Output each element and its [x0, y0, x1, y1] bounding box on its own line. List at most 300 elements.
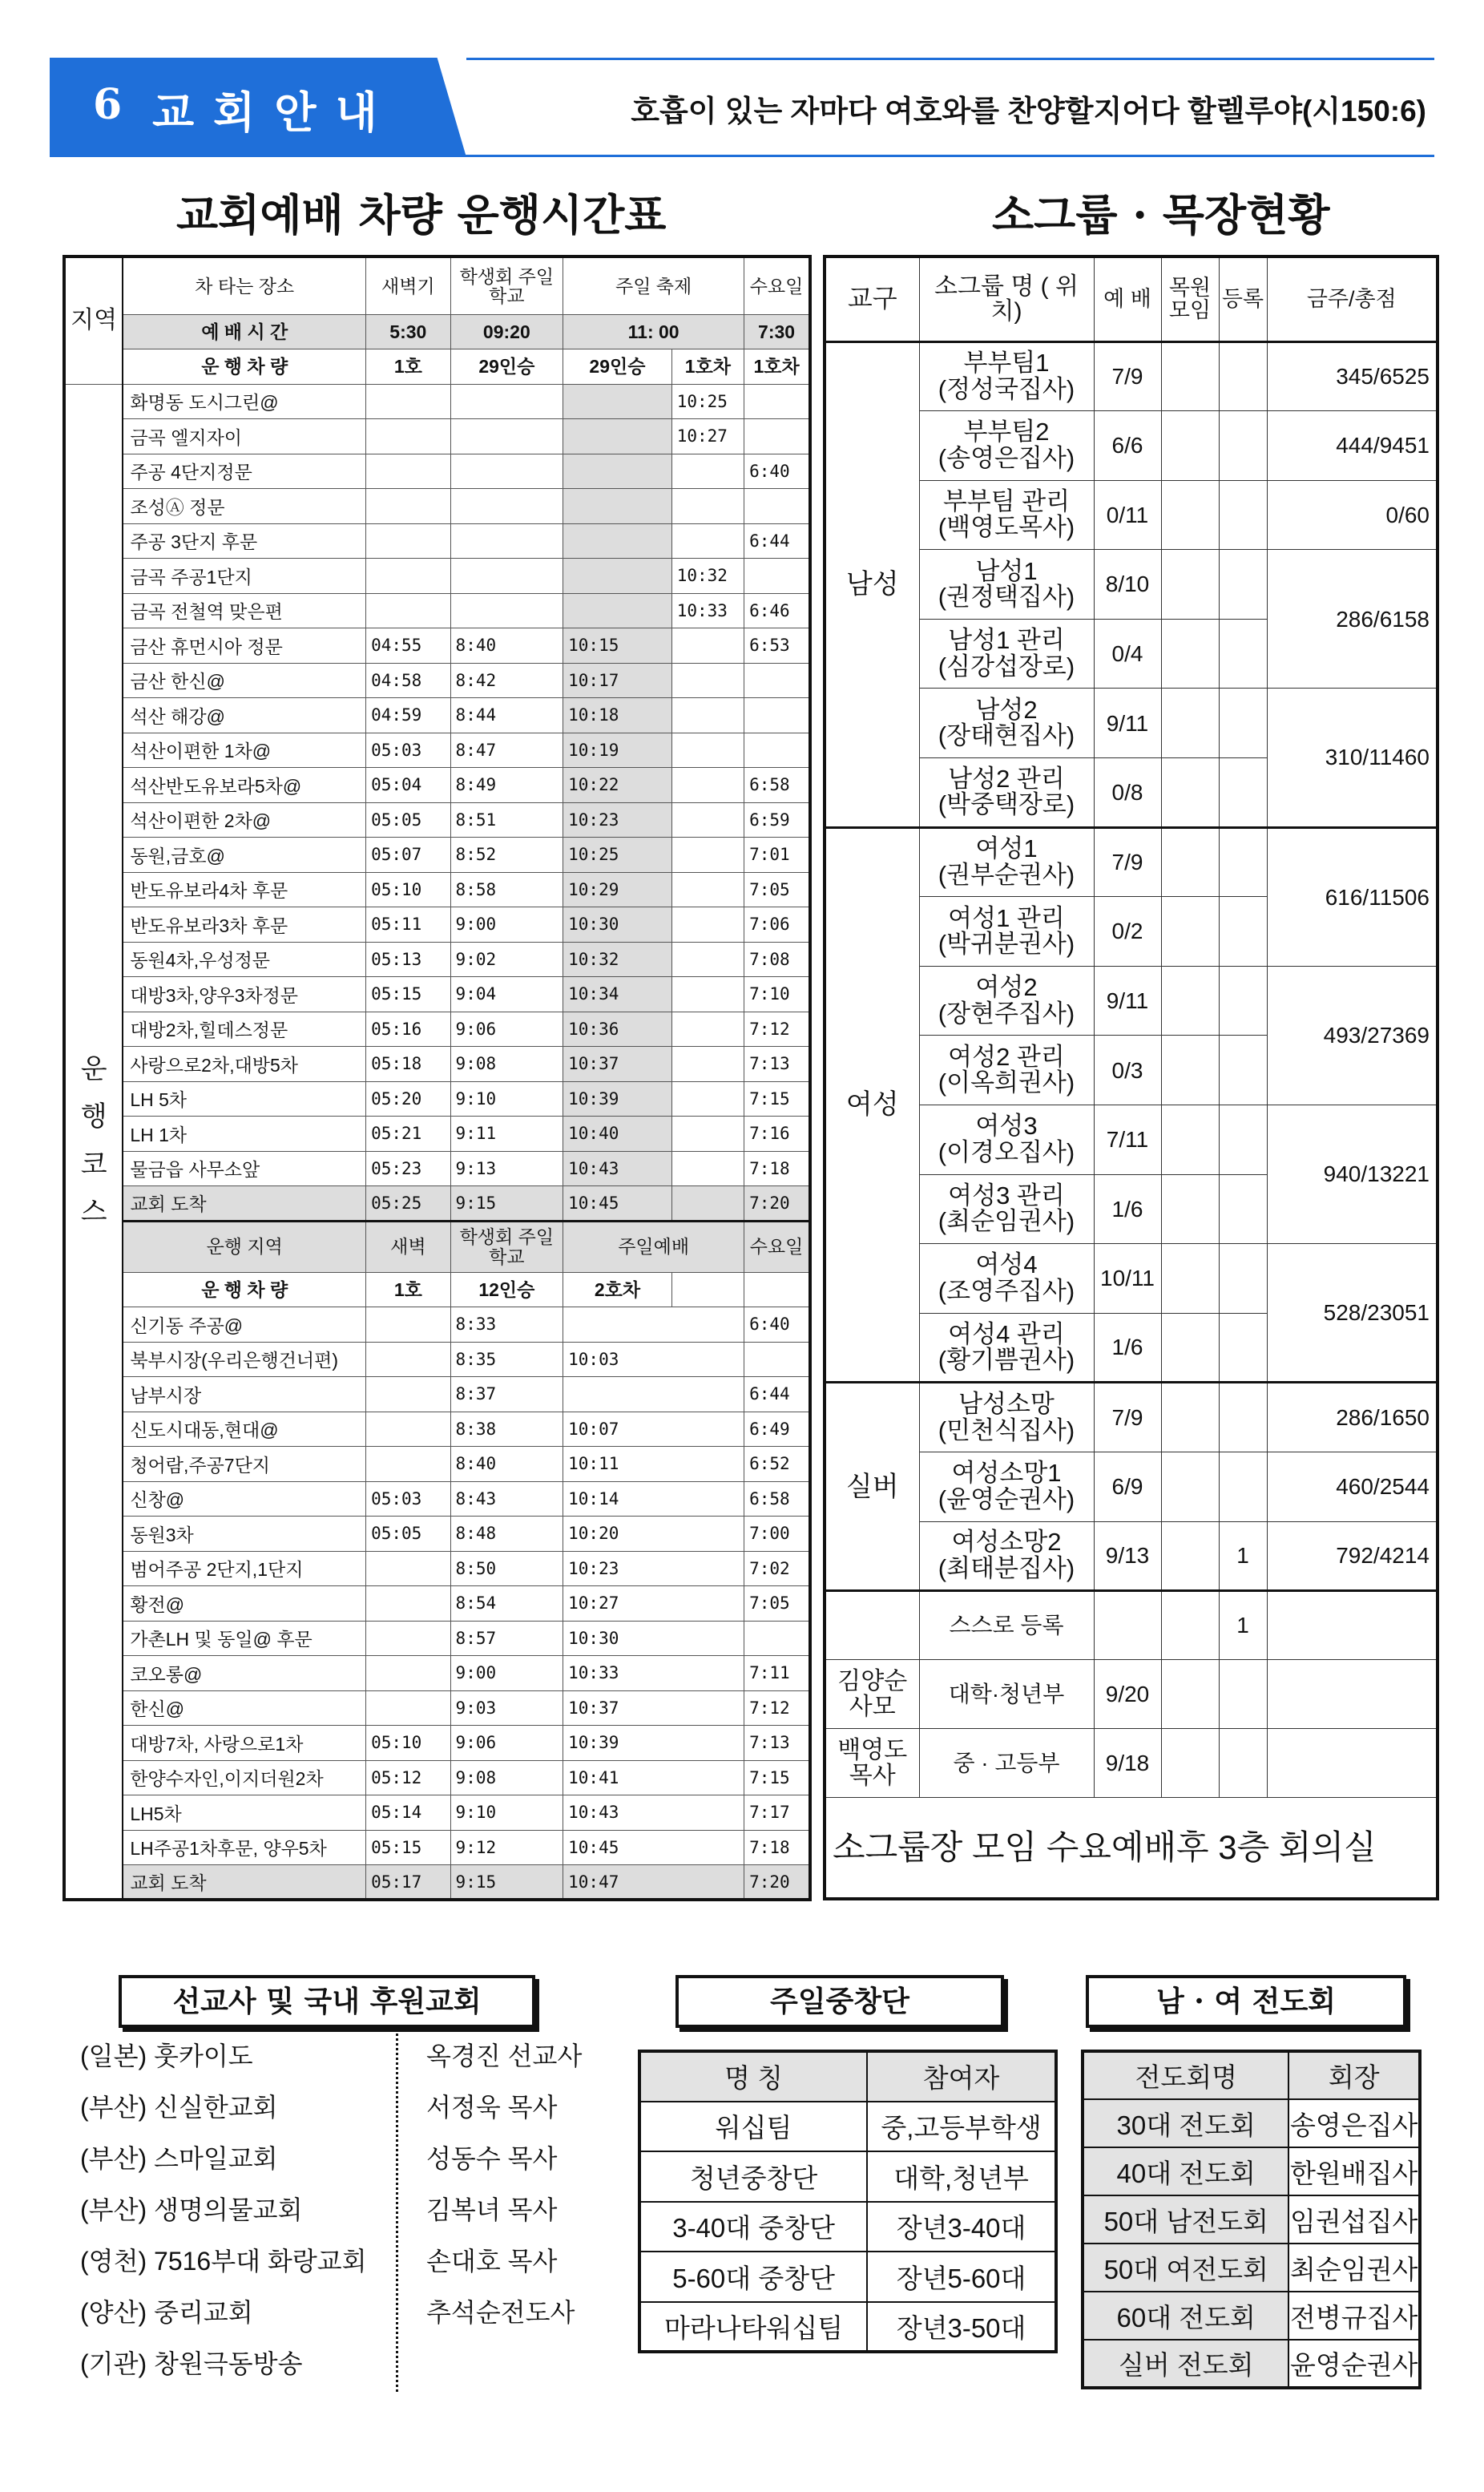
group-title: 여성소망2 [951, 1528, 1062, 1557]
stop-name: 교회 도착 [123, 1186, 365, 1222]
wednesday-time: 7:16 [744, 1117, 810, 1152]
choir-table [638, 2050, 1058, 2353]
dawn-time: 05:10 [366, 1726, 450, 1761]
pastor-meeting [1161, 758, 1219, 828]
student-time [450, 419, 563, 454]
pastor-meeting [1161, 1036, 1219, 1105]
bus-row-2 [64, 1830, 810, 1865]
stop-name: 청어람,주공7단지 [123, 1447, 365, 1482]
dawn-time: 05:11 [366, 907, 450, 943]
evangelism-name: 60대 전도회 [1083, 2292, 1288, 2340]
group-title: 남성2 [975, 695, 1038, 724]
baek-group: 중 · 고등부 [919, 1729, 1094, 1798]
bus-schedule-title: 교회예배 차량 운행시간표 [176, 189, 667, 240]
register-count [1219, 480, 1267, 550]
sunday-time-2 [671, 942, 744, 977]
stop-name: 신도시대동,현대@ [123, 1412, 365, 1447]
worship-count: 0/4 [1094, 619, 1161, 689]
stop-name: 한양수자인,이지더원2차 [123, 1760, 365, 1795]
stop-name: 코오롱@ [123, 1656, 365, 1691]
bus-row-2 [64, 1307, 810, 1343]
evangelism-row [1083, 2292, 1420, 2340]
bus-row-2 [64, 1342, 810, 1377]
wednesday-time [744, 1621, 810, 1656]
stop-name: 북부시장(우리은행건너편) [123, 1342, 365, 1377]
wednesday-header: 수요일 [744, 256, 810, 314]
bus-row-2 [64, 1447, 810, 1482]
self-register-pastor [1161, 1591, 1219, 1660]
student-time: 8:54 [450, 1586, 563, 1622]
evangelism-row [1083, 2195, 1420, 2244]
choir-members: 대학,청년부 [867, 2151, 1056, 2202]
group-name [919, 758, 1094, 828]
service-time-dawn: 5:30 [366, 314, 450, 349]
dawn-time: 04:58 [366, 663, 450, 698]
dawn-time: 05:05 [366, 1517, 450, 1552]
mission-person: 손대호 목사 [426, 2247, 558, 2276]
evangelism-name: 50대 남전도회 [1083, 2195, 1288, 2244]
group-name [919, 619, 1094, 689]
mission-church: (영천) 7516부대 화랑교회 [80, 2247, 367, 2276]
evangelism-row [1083, 2244, 1420, 2292]
worship-count: 7/9 [1094, 341, 1161, 411]
register-count [1219, 341, 1267, 411]
group-leader: (권부순권사) [938, 860, 1075, 889]
group-title: 남성소망 [958, 1390, 1055, 1419]
pastor-meeting [1161, 1244, 1219, 1314]
group-leader: (박중택장로) [938, 790, 1075, 819]
sunday-time-2 [671, 698, 744, 733]
self-register-label: 스스로 등록 [919, 1591, 1094, 1660]
group-leader: (이옥희권사) [938, 1068, 1075, 1097]
stop-name: 조성Ⓐ 정문 [123, 489, 365, 524]
sunday-time-1: 10:29 [563, 872, 672, 907]
student-time: 9:10 [450, 1081, 563, 1117]
dawn-time: 05:04 [366, 768, 450, 803]
dawn-time [366, 489, 450, 524]
sunday-time-2 [671, 1186, 744, 1222]
sunday-time-2 [671, 907, 744, 943]
bus-row-2 [64, 1795, 810, 1831]
header-verse: 호흡이 있는 자마다 여호와를 찬양할지어다 할렐루야(시150:6) [631, 95, 1426, 127]
wednesday-time: 7:06 [744, 907, 810, 943]
sunday-time-1: 10:40 [563, 1117, 672, 1152]
stop-name: 남부시장 [123, 1377, 365, 1412]
stop-name: 신창@ [123, 1481, 365, 1517]
student-time: 9:08 [450, 1047, 563, 1082]
group-name [919, 966, 1094, 1036]
evangelism-leader-header: 회장 [1288, 2051, 1420, 2099]
worship-count: 0/11 [1094, 480, 1161, 550]
kim-worship: 9/20 [1094, 1660, 1161, 1729]
sunday-time: 10:39 [563, 1726, 744, 1761]
register-count [1219, 966, 1267, 1036]
sunday-time-2 [671, 663, 744, 698]
bus-row [64, 838, 810, 873]
pastor-meeting [1161, 1383, 1219, 1452]
sunday-time: 10:27 [563, 1586, 744, 1622]
evangelism-row [1083, 2147, 1420, 2195]
wednesday-time [744, 559, 810, 594]
student-time: 9:10 [450, 1795, 563, 1831]
group-leader: (장태현집사) [938, 721, 1075, 750]
small-group-row [825, 827, 1438, 897]
student-time: 9:08 [450, 1760, 563, 1795]
wednesday-time [744, 489, 810, 524]
stop-name: 한신@ [123, 1690, 365, 1726]
vehicle-wednesday: 1호차 [744, 349, 810, 385]
wednesday-time: 7:00 [744, 1517, 810, 1552]
worship-count: 1/6 [1094, 1313, 1161, 1383]
dawn-time [366, 1307, 450, 1343]
wednesday-time [744, 1342, 810, 1377]
service-time-student: 09:20 [450, 314, 563, 349]
wednesday-time: 7:12 [744, 1012, 810, 1047]
group-leader: (심강섭장로) [938, 652, 1075, 681]
score: 0/60 [1267, 480, 1438, 550]
sunday-time-1 [563, 489, 672, 524]
bus-row [64, 663, 810, 698]
service-time-sunday: 11: 00 [563, 314, 744, 349]
sunday-time-2: 10:25 [671, 384, 744, 419]
pastor-meeting [1161, 827, 1219, 897]
dawn-time: 05:14 [366, 1795, 450, 1831]
worship-count: 6/9 [1094, 1452, 1161, 1522]
register-count [1219, 1452, 1267, 1522]
stop-name: 동원,금호@ [123, 838, 365, 873]
bus-row-2 [64, 1865, 810, 1900]
bus-row [64, 872, 810, 907]
dawn-time: 04:59 [366, 698, 450, 733]
missions-divider [396, 2030, 398, 2392]
pastor-meeting [1161, 550, 1219, 620]
bus-row [64, 1047, 810, 1082]
wednesday-time: 7:18 [744, 1830, 810, 1865]
dawn-time [366, 1377, 450, 1412]
pastor-meeting [1161, 1660, 1219, 1729]
register-count [1219, 1383, 1267, 1452]
choir-name: 청년중창단 [639, 2151, 867, 2202]
bus-row [64, 489, 810, 524]
sunday-time-2 [671, 838, 744, 873]
evangelism-leader: 한원배집사 [1288, 2147, 1420, 2195]
choir-name: 3-40대 중창단 [639, 2202, 867, 2252]
wednesday-time: 6:52 [744, 1447, 810, 1482]
sunday-time: 10:33 [563, 1656, 744, 1691]
stop-name: 가촌LH 및 동일@ 후문 [123, 1621, 365, 1656]
stop-name: 금곡 엘지자이 [123, 419, 365, 454]
bus-row-2 [64, 1726, 810, 1761]
sunday-time-1: 10:17 [563, 663, 672, 698]
group-name [919, 1036, 1094, 1105]
score: 616/11506 [1267, 827, 1438, 966]
choir-name: 마라나타워십팀 [639, 2302, 867, 2353]
wednesday-time: 6:58 [744, 1481, 810, 1517]
register-count [1219, 550, 1267, 620]
bus-row-2 [64, 1760, 810, 1795]
sunday-time-2 [671, 1151, 744, 1186]
sunday-time-1 [563, 523, 672, 559]
evangelism-row [1083, 2340, 1420, 2388]
worship-count: 7/9 [1094, 827, 1161, 897]
sunday-time: 10:11 [563, 1447, 744, 1482]
worship-count: 9/11 [1094, 966, 1161, 1036]
evangelism-title: 남 · 여 전도회 [1086, 1975, 1406, 2028]
worship-count: 9/11 [1094, 689, 1161, 758]
group-title: 남성1 관리 [948, 626, 1065, 655]
bus-row-2 [64, 1656, 810, 1691]
mission-person: 김복녀 목사 [426, 2195, 558, 2224]
register-count [1219, 1313, 1267, 1383]
stop-name: 금곡 주공1단지 [123, 559, 365, 594]
wednesday-time: 7:20 [744, 1186, 810, 1222]
sunday-time: 10:23 [563, 1551, 744, 1586]
student-time: 8:57 [450, 1621, 563, 1656]
bus-row-2 [64, 1690, 810, 1726]
bus-row [64, 384, 810, 419]
dawn-time: 05:15 [366, 977, 450, 1012]
self-register-row [825, 1591, 1438, 1660]
stop-name: 대방3차,양우3차정문 [123, 977, 365, 1012]
sunday-time: 10:43 [563, 1795, 744, 1831]
sunday-time-1: 10:43 [563, 1151, 672, 1186]
wednesday-time: 6:44 [744, 1377, 810, 1412]
sunday-time-1: 10:32 [563, 942, 672, 977]
group-name [919, 827, 1094, 897]
stop-name: 범어주공 2단지,1단지 [123, 1551, 365, 1586]
sunday-time-2 [671, 628, 744, 664]
bus-row [64, 559, 810, 594]
sunday-time: 10:03 [563, 1342, 744, 1377]
stop-name: 석산이편한 1차@ [123, 733, 365, 768]
mission-person: 옥경진 선교사 [426, 2042, 583, 2070]
vehicle-sunday-2: 1호차 [671, 349, 744, 385]
choir-members-header: 참여자 [867, 2051, 1056, 2102]
group-name [919, 1244, 1094, 1314]
mission-church: (기관) 창원극동방송 [80, 2349, 303, 2378]
student-time: 8:49 [450, 768, 563, 803]
bus-row [64, 802, 810, 838]
pastor-meeting [1161, 480, 1219, 550]
district-header: 교구 [825, 256, 919, 341]
pastor-meeting [1161, 1729, 1219, 1798]
group-name [919, 1383, 1094, 1452]
vehicle-dawn: 1호 [366, 349, 450, 385]
sunday-time-2: 10:33 [671, 593, 744, 628]
sunday-time-2 [671, 1012, 744, 1047]
dawn-time [366, 1447, 450, 1482]
student-time: 8:42 [450, 663, 563, 698]
dawn-time: 05:10 [366, 872, 450, 907]
student-time [450, 523, 563, 559]
register-count [1219, 827, 1267, 897]
sunday-time-1 [563, 419, 672, 454]
group-name [919, 411, 1094, 481]
wednesday-time: 6:44 [744, 523, 810, 559]
sunday-time: 10:37 [563, 1690, 744, 1726]
bus-section2-header [64, 1221, 810, 1272]
group-title: 여성소망1 [951, 1459, 1062, 1488]
student-time: 8:52 [450, 838, 563, 873]
choir-name: 5-60대 중창단 [639, 2252, 867, 2302]
sunday-time-1: 10:34 [563, 977, 672, 1012]
group-title: 여성1 [975, 834, 1038, 863]
bus-row [64, 942, 810, 977]
missions-title: 선교사 및 국내 후원교회 [119, 1975, 535, 2028]
score: 286/1650 [1267, 1383, 1438, 1452]
group-name-header: 소그룹 명 ( 위치) [919, 256, 1094, 341]
bus-row-2 [64, 1551, 810, 1586]
region-header: 지역 [64, 256, 123, 384]
group-title: 부부팀 관리 [942, 487, 1071, 515]
score: 528/23051 [1267, 1244, 1438, 1383]
sunday-time-1: 10:45 [563, 1186, 672, 1222]
vehicle-wednesday-2 [744, 1272, 810, 1307]
sunday-time: 10:30 [563, 1621, 744, 1656]
wednesday-time: 7:17 [744, 1795, 810, 1831]
group-title: 여성2 [975, 973, 1038, 1002]
group-title: 부부팀2 [963, 418, 1050, 446]
worship-count: 1/6 [1094, 1174, 1161, 1244]
sunday-time-2 [671, 872, 744, 907]
self-register-score [1267, 1591, 1438, 1660]
student-time: 9:00 [450, 907, 563, 943]
group-name [919, 550, 1094, 620]
evangelism-name: 40대 전도회 [1083, 2147, 1288, 2195]
dawn-time [366, 454, 450, 489]
group-name [919, 1174, 1094, 1244]
stop-name: 교회 도착 [123, 1865, 365, 1900]
dawn-header: 새벽기 [366, 256, 450, 314]
kim-row [825, 1660, 1438, 1729]
pastor-meeting [1161, 619, 1219, 689]
evangelism-leader: 송영은집사 [1288, 2099, 1420, 2147]
sunday-time-2: 10:27 [671, 419, 744, 454]
bus-row-2 [64, 1586, 810, 1622]
group-title: 여성4 [975, 1250, 1038, 1279]
service-time-wednesday: 7:30 [744, 314, 810, 349]
stop-name: 주공 3단지 후문 [123, 523, 365, 559]
page-number: 6 [93, 80, 123, 129]
choir-row [639, 2102, 1056, 2152]
stop-name: 반도유보라4차 후문 [123, 872, 365, 907]
district-men: 남성 [825, 341, 919, 827]
bus-row [64, 1117, 810, 1152]
register-count [1219, 689, 1267, 758]
bus-row [64, 733, 810, 768]
wednesday-time [744, 733, 810, 768]
wednesday-time: 6:53 [744, 628, 810, 664]
pastor-meeting [1161, 1521, 1219, 1591]
group-name [919, 689, 1094, 758]
dawn-time: 05:17 [366, 1865, 450, 1900]
score: 444/9451 [1267, 411, 1438, 481]
sunday-time-1 [563, 454, 672, 489]
register-count [1219, 411, 1267, 481]
vehicle-student: 29인승 [450, 349, 563, 385]
wednesday-time: 7:13 [744, 1047, 810, 1082]
choir-members: 장년3-50대 [867, 2302, 1056, 2353]
mission-church: (일본) 훗카이도 [80, 2042, 253, 2070]
group-leader: (최태분집사) [938, 1553, 1075, 1582]
student-time: 8:35 [450, 1342, 563, 1377]
group-leader: (박귀분권사) [938, 930, 1075, 959]
dawn-time: 05:23 [366, 1151, 450, 1186]
sunday-header-2: 주일예배 [563, 1221, 744, 1272]
group-name [919, 1105, 1094, 1175]
worship-count: 0/2 [1094, 897, 1161, 967]
register-count [1219, 1244, 1267, 1314]
sunday-time-1 [563, 384, 672, 419]
wednesday-time: 7:13 [744, 1726, 810, 1761]
student-time [450, 454, 563, 489]
score: 493/27369 [1267, 966, 1438, 1105]
bus-row [64, 1012, 810, 1047]
student-time: 8:43 [450, 1481, 563, 1517]
worship-count: 0/3 [1094, 1036, 1161, 1105]
mission-church: (부산) 신실한교회 [80, 2093, 278, 2122]
group-name [919, 341, 1094, 411]
register-count [1219, 1729, 1267, 1798]
bus-row-2 [64, 1621, 810, 1656]
wednesday-time: 6:40 [744, 1307, 810, 1343]
mission-church: (부산) 생명의물교회 [80, 2195, 303, 2224]
dawn-time: 05:03 [366, 1481, 450, 1517]
sunday-time-2 [671, 454, 744, 489]
sunday-time-1 [563, 559, 672, 594]
dawn-time [366, 384, 450, 419]
bus-section2-vehicle [64, 1272, 810, 1307]
evangelism-name-header: 전도회명 [1083, 2051, 1288, 2099]
header-top-rule [466, 58, 1434, 60]
stop-name: 물금읍 사무소앞 [123, 1151, 365, 1186]
sunday-time-2 [671, 489, 744, 524]
area-header: 운행 지역 [123, 1221, 365, 1272]
group-title: 부부팀1 [963, 349, 1050, 378]
group-title: 여성1 관리 [948, 903, 1065, 932]
sunday-time: 10:47 [563, 1865, 744, 1900]
sunday-time-1: 10:36 [563, 1012, 672, 1047]
meeting-note: 소그룹장 모임 수요예배후 3층 회의실 [825, 1798, 1438, 1899]
group-name [919, 1452, 1094, 1522]
wednesday-time: 6:59 [744, 802, 810, 838]
pastor-meeting [1161, 411, 1219, 481]
group-leader: (백영도목사) [938, 513, 1075, 542]
bus-row [64, 698, 810, 733]
group-leader: (황기쁨권사) [938, 1346, 1075, 1375]
header-bottom-rule [50, 155, 1434, 157]
bus-row [64, 419, 810, 454]
stop-name: LH주공1차후문, 양우5차 [123, 1830, 365, 1865]
worship-count: 6/6 [1094, 411, 1161, 481]
choir-members: 장년5-60대 [867, 2252, 1056, 2302]
student-time: 8:48 [450, 1517, 563, 1552]
course-label: 운행코스 [64, 384, 123, 1900]
choir-row [639, 2151, 1056, 2202]
sunday-time-2 [671, 977, 744, 1012]
sunday-time-1: 10:37 [563, 1047, 672, 1082]
stop-name: 동원4차,우성정문 [123, 942, 365, 977]
stop-name: 대방2차,힐데스정문 [123, 1012, 365, 1047]
stop-name: 석산반도유보라5차@ [123, 768, 365, 803]
vehicle-sunday-2b: 2호차 [563, 1272, 672, 1307]
pastor-meeting [1161, 966, 1219, 1036]
dawn-time: 05:21 [366, 1117, 450, 1152]
dawn-time [366, 1690, 450, 1726]
bus-row [64, 1081, 810, 1117]
worship-count: 8/10 [1094, 550, 1161, 620]
pastor-meeting [1161, 341, 1219, 411]
